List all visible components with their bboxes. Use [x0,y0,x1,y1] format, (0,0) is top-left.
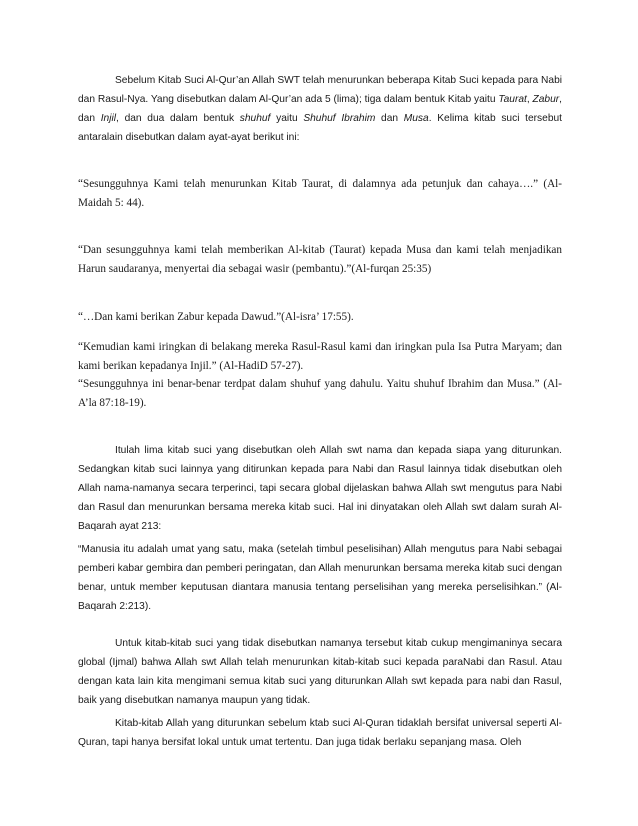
paragraph-ijmal: Untuk kitab-kitab suci yang tidak disebutkan namanya tersebut kitab cukup mengimaninya secara global (Ijmal) bahwa Allah swt Allah telah menurunkan kitab-kitab suci kepada paraNabi dan Rasul. Atau dengan kata lain kita mengimani semua kitab suci yang diturunkan Allah swt kepada para nabi dan Rasul, baik yang disebutkan namanya maupun yang tidak. [78,638,562,706]
intro-text: Sebelum Kitab Suci Al-Qur’an Allah SWT telah menurunkan beberapa Kitab Suci kepada para Nabi dan Rasul-Nya. Yang disebutkan dalam Al-Qur’an ada 5 (lima); tiga dalam bentuk Kitab yaitu [78,75,563,105]
intro-paragraph [78,71,562,147]
term-injil: Injil [100,113,117,124]
term-musa: Musa [403,113,429,124]
quote-al-furqan: “Dan sesungguhnya kami telah memberikan Al-kitab (Taurat) kepada Musa dan kami telah menjadikan Harun saudaranya, menyertai dia sebagai wasir (pembantu).”(Al-furqan 25:35) [78,244,562,275]
quote-al-maidah: “Sesungguhnya Kami telah menurunkan Kitab Taurat, di dalamnya ada petunjuk dan cahaya….” (Al-Maidah 5: 44). [78,178,562,209]
term-zabur: Zabur [532,94,560,105]
term-shuhuf-ibrahim: Shuhuf Ibrahim [303,113,376,124]
intro-text: dan [375,113,404,124]
quote-al-isra: “…Dan kami berikan Zabur kepada Dawud.”(Al-isra’ 17:55). [78,311,354,323]
quote-al-ala: “Sesungguhnya ini benar-benar terdpat dalam shuhuf yang dahulu. Yaitu shuhuf Ibrahim dan Musa.” (Al-A’la 87:18-19). [78,378,562,409]
intro-text: , dan dua dalam bentuk [116,113,240,124]
term-taurat: Taurat [498,94,527,105]
quote-al-baqarah: “Manusia itu adalah umat yang satu, maka (setelah timbul peselisihan) Allah mengutus para Nabi sebagai pemberi kabar gembira dan pemberi peringatan, dan Allah menurunkan bersama mereka kitab suci dengan benar, untuk member keputusan diantara manusia tentang perselisihan yang mereka perselisihkan.” (Al-Baqarah 2:213). [78,544,562,612]
intro-sep: , [526,94,533,105]
quote-al-hadid: “Kemudian kami iringkan di belakang mereka Rasul-Rasul kami dan iringkan pula Isa Putra Maryam; dan kami berikan kepadanya Injil.” (Al-HadiD 57-27). [78,341,562,372]
intro-sep: , dan [78,94,562,124]
intro-text: . Kelima kitab suci tersebut antaralain disebutkan dalam ayat-ayat berikut ini: [78,113,562,143]
intro-text: yaitu [270,113,304,124]
term-shuhuf: shuhuf [239,113,271,124]
paragraph-five-books: Itulah lima kitab suci yang disebutkan oleh Allah swt nama dan kepada siapa yang diturunkan. Sedangkan kitab suci lainnya yang ditirunkan kepada para Nabi dan Rasul lainnya tidak disebutkan oleh Allah nama-namanya secara terperinci, tapi secara global dijelaskan bahwa Allah swt mengutus para Nabi dan Rasul dan menurunkan bersama mereka kitab suci. Hal ini dinyatakan oleh Allah swt dalam surah Al-Baqarah ayat 213: [78,445,562,532]
paragraph-not-universal: Kitab-kitab Allah yang diturunkan sebelum ktab suci Al-Quran tidaklah bersifat universal seperti Al-Quran, tapi hanya bersifat lokal untuk umat tertentu. Dan juga tidak berlaku sepanjang masa. Oleh [78,718,562,748]
